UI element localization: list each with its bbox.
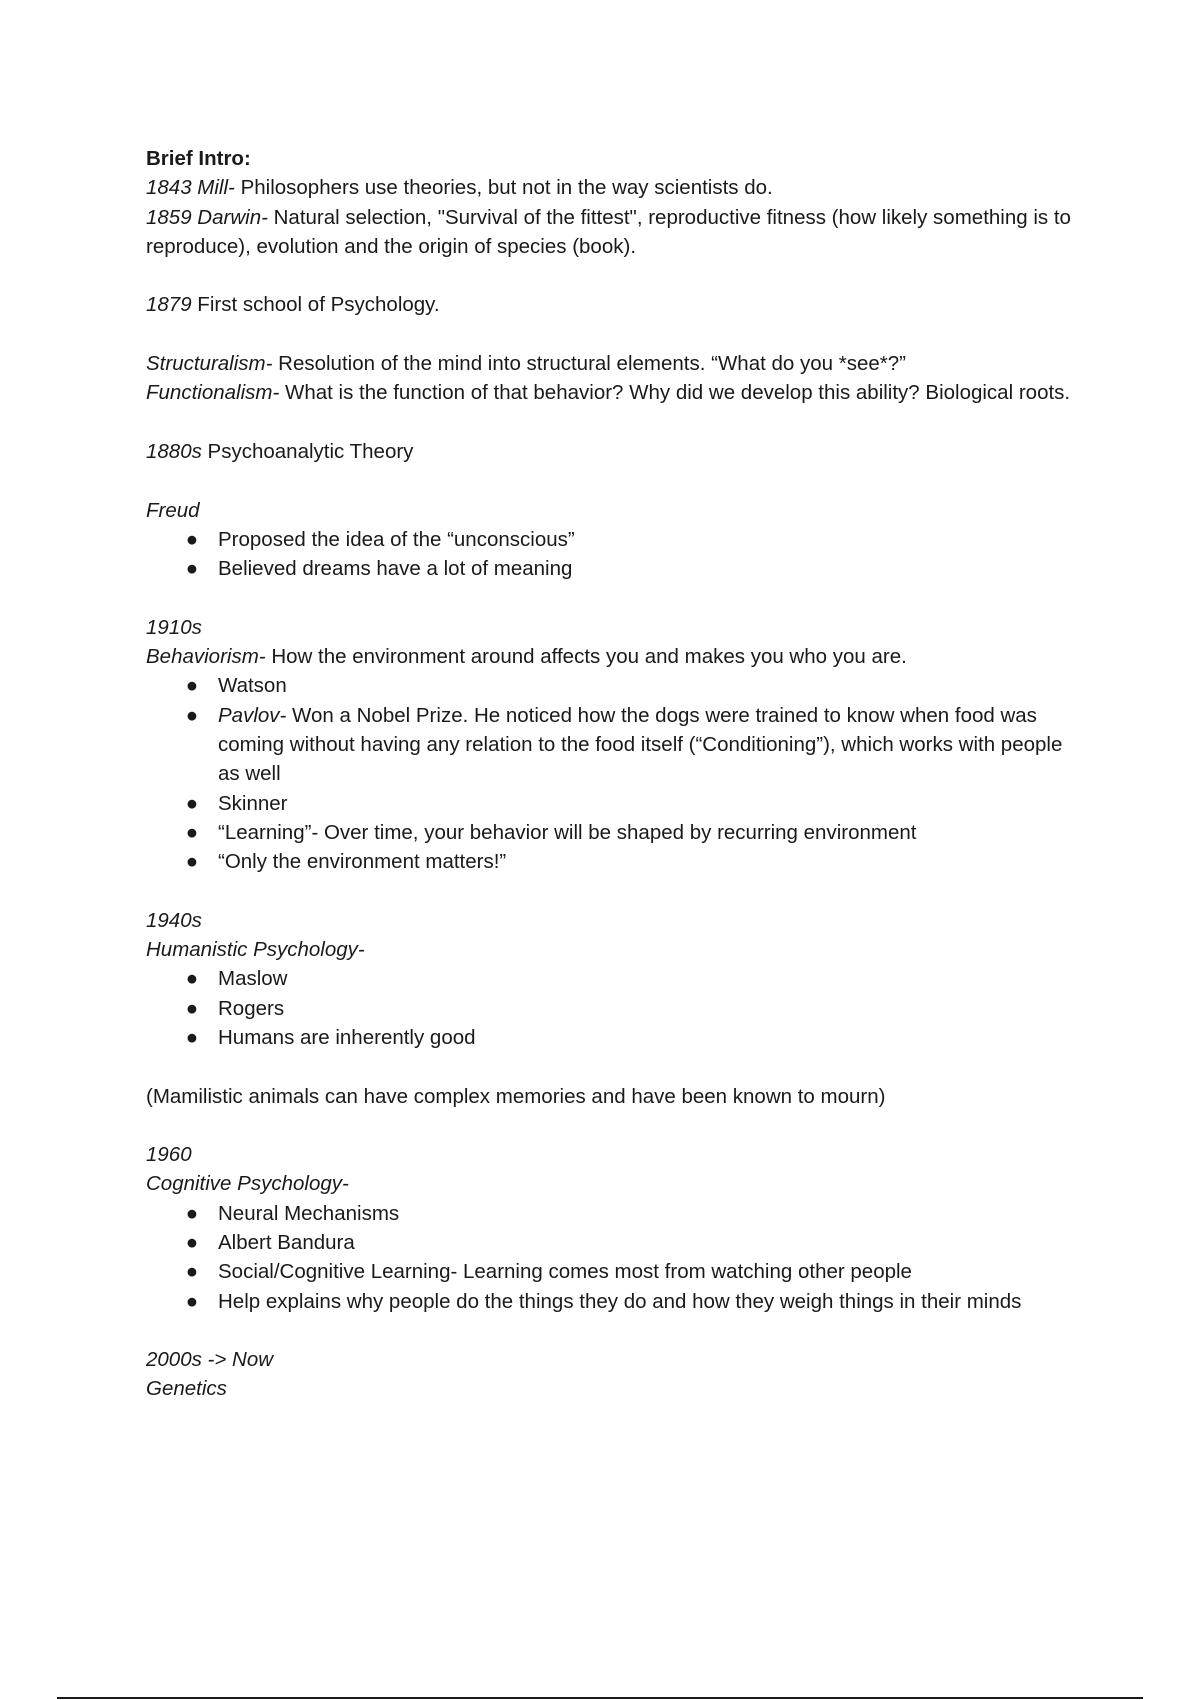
spacer	[146, 876, 1106, 905]
list-item	[185, 994, 1106, 1023]
psychoanalytic-text: Psychoanalytic Theory	[201, 439, 414, 463]
list-item-text: Help explains why people do the things they do and how they weigh things in their minds	[218, 1289, 1022, 1313]
spacer	[146, 1316, 1106, 1345]
functionalism-entry	[146, 378, 1106, 407]
list-item-text: Believed dreams have a lot of meaning	[218, 557, 573, 581]
list-item-text: Neural Mechanisms	[218, 1201, 400, 1225]
humanistic-year: 1940s	[146, 908, 202, 932]
pavlov-term: Pavlov-	[218, 703, 287, 727]
darwin-text: Natural selection, "Survival of the fittest", reproductive fitness (how likely something is to reproduce), evolution and the origin of species (book).	[146, 205, 1071, 258]
list-item-text: “Only the environment matters!”	[218, 850, 507, 874]
cognitive-term: Cognitive Psychology-	[146, 1172, 349, 1196]
spacer	[146, 583, 1106, 612]
spacer	[146, 320, 1106, 349]
modern-period: 2000s -> Now	[146, 1348, 274, 1372]
bullet-icon: ●	[185, 1201, 199, 1225]
behaviorism-year: 1910s	[146, 615, 202, 639]
list-item	[185, 671, 1106, 700]
list-item	[185, 1257, 1106, 1286]
bullet-icon: ●	[185, 1025, 199, 1049]
mill-term: 1843 Mill-	[146, 176, 235, 200]
list-item	[185, 964, 1106, 993]
list-item	[185, 818, 1106, 847]
list-item-text: Watson	[218, 674, 287, 698]
list-item	[185, 1228, 1106, 1257]
mammal-note: (Mamilistic animals can have complex memories and have been known to mourn)	[146, 1084, 886, 1108]
bullet-icon: ●	[185, 1230, 199, 1254]
list-item-text: Humans are inherently good	[218, 1025, 476, 1049]
bullet-icon: ●	[185, 791, 199, 815]
list-item-text: Proposed the idea of the “unconscious”	[218, 527, 575, 551]
list-item-text: Social/Cognitive Learning- Learning comes most from watching other people	[218, 1260, 912, 1284]
bullet-icon: ●	[185, 674, 199, 698]
bullet-icon: ●	[185, 703, 199, 727]
document-page	[146, 144, 1106, 1404]
list-item	[185, 554, 1106, 583]
bullet-icon: ●	[185, 967, 199, 991]
structuralism-term: Structuralism-	[146, 352, 273, 376]
list-item	[185, 1199, 1106, 1228]
spacer	[146, 466, 1106, 495]
bullet-icon: ●	[185, 820, 199, 844]
list-item	[185, 1023, 1106, 1052]
psychoanalytic-year: 1880s	[146, 439, 202, 463]
behaviorism-list	[146, 671, 1106, 876]
list-item-text: Rogers	[218, 996, 285, 1020]
bullet-icon: ●	[185, 996, 199, 1020]
mill-entry	[146, 173, 1106, 202]
darwin-term: 1859 Darwin-	[146, 205, 268, 229]
list-item-text: Albert Bandura	[218, 1230, 355, 1254]
list-item	[185, 701, 1106, 789]
cognitive-list	[146, 1199, 1106, 1316]
spacer	[146, 1052, 1106, 1081]
mill-text: Philosophers use theories, but not in the way scientists do.	[234, 176, 773, 200]
intro-heading: Brief Intro:	[146, 147, 251, 170]
first-school-year: 1879	[146, 293, 192, 317]
list-item	[185, 1287, 1106, 1316]
functionalism-text: What is the function of that behavior? Why did we develop this ability? Biological roots.	[279, 381, 1071, 405]
cognitive-year: 1960	[146, 1143, 192, 1167]
bullet-icon: ●	[185, 1289, 199, 1313]
psychoanalytic-entry	[146, 437, 1106, 466]
page-bottom-rule	[57, 1697, 1143, 1699]
modern-term: Genetics	[146, 1377, 227, 1401]
first-school-entry	[146, 290, 1106, 319]
list-item-text: Maslow	[218, 967, 288, 991]
spacer	[146, 1111, 1106, 1140]
spacer	[146, 408, 1106, 437]
behaviorism-term: Behaviorism-	[146, 645, 266, 669]
behaviorism-entry	[146, 642, 1106, 671]
list-item-text: “Learning”- Over time, your behavior will be shaped by recurring environment	[218, 820, 917, 844]
list-item	[185, 525, 1106, 554]
bullet-icon: ●	[185, 557, 199, 581]
darwin-entry	[146, 203, 1106, 262]
pavlov-text: Won a Nobel Prize. He noticed how the dogs were trained to know when food was coming without having any relation to the food itself (“Conditioning”), which works with people as well	[218, 703, 1063, 786]
freud-list	[146, 525, 1106, 584]
first-school-text: First school of Psychology.	[191, 293, 440, 317]
spacer	[146, 261, 1106, 290]
functionalism-term: Functionalism-	[146, 381, 280, 405]
behaviorism-text: How the environment around affects you and makes you who you are.	[265, 645, 907, 669]
humanistic-list	[146, 964, 1106, 1052]
list-item-text: Skinner	[218, 791, 288, 815]
bullet-icon: ●	[185, 850, 199, 874]
structuralism-text: Resolution of the mind into structural elements. “What do you *see*?”	[272, 352, 906, 376]
bullet-icon: ●	[185, 1260, 199, 1284]
list-item	[185, 789, 1106, 818]
humanistic-term: Humanistic Psychology-	[146, 938, 365, 962]
bullet-icon: ●	[185, 527, 199, 551]
list-item	[185, 847, 1106, 876]
structuralism-entry	[146, 349, 1106, 378]
freud-heading: Freud	[146, 498, 200, 522]
